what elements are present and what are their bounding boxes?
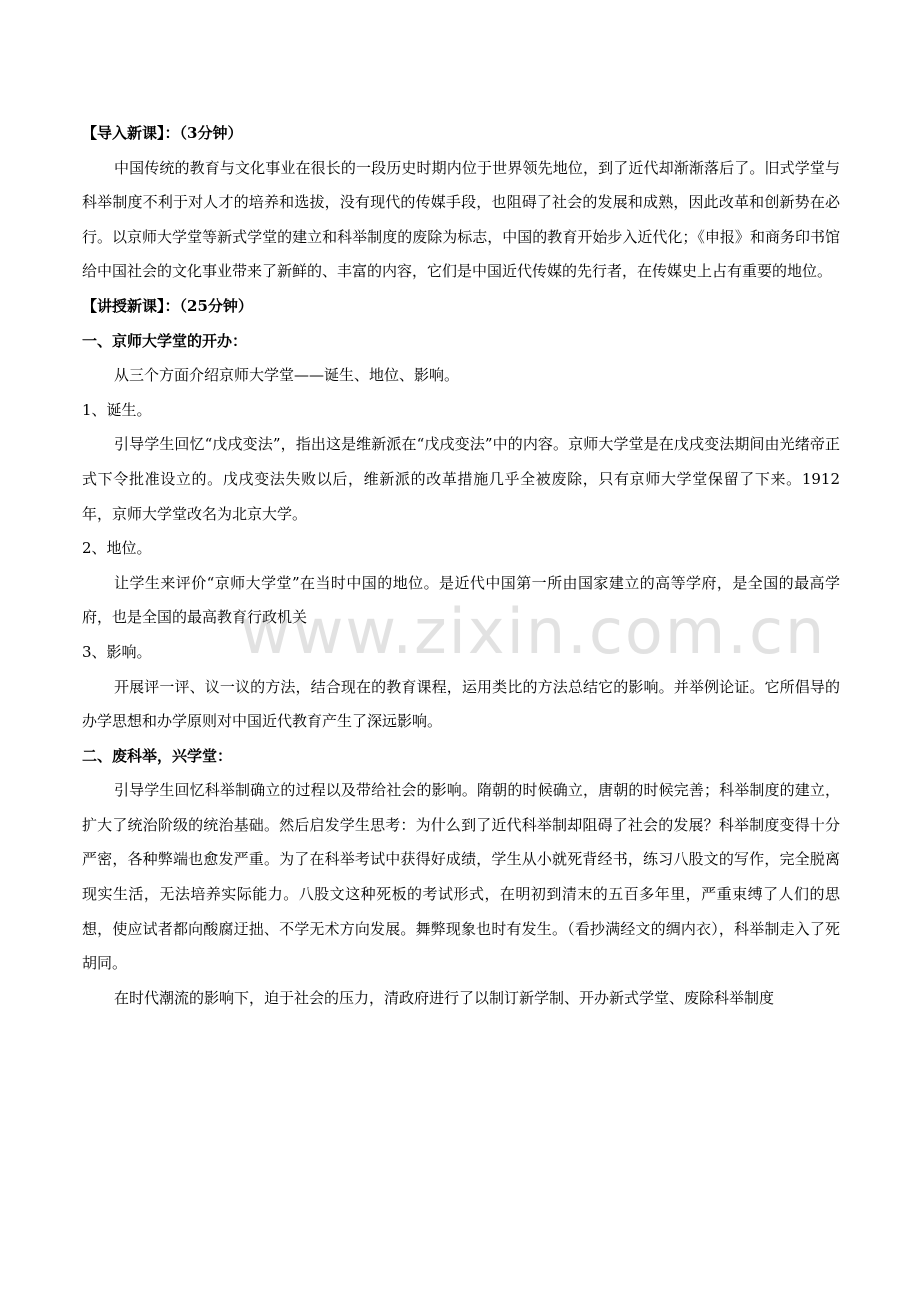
paragraph-keju: 引导学生回忆科举制确立的过程以及带给社会的影响。隋朝的时候确立，唐朝的时候完善；科举制度的建立，扩大了统治阶级的统治基础。然后启发学生思考：为什么到了近代科举制却阻碍了社会的发展？科举制度变得十分严密，各种弊端也愈发严重。为了在科举考试中获得好成绩，学生从小就死背经书，练习八股文的写作，完全脱离现实生活，无法培养实际能力。八股文这种死板的考试形式，在明初到清末的五百多年里，严重束缚了人们的思想，使应试者都向酸腐迂拙、不学无术方向发展。舞弊现象也时有发生。（看抄满经文的绸内衣），科举制走入了死胡同。 [82, 781, 840, 973]
section-heading-1: 一、京师大学堂的开办： [82, 331, 248, 350]
paragraph-overview: 从三个方面介绍京师大学堂——诞生、地位、影响。 [114, 366, 460, 385]
subheading-influence: 3、影响。 [82, 642, 152, 661]
subheading-status: 2、地位。 [82, 539, 152, 558]
paragraph-reform: 在时代潮流的影响下，迫于社会的压力，清政府进行了以制订新学制、开办新式学堂、废除科举制度 [114, 988, 775, 1007]
heading-lecture: 【讲授新课】：（25分钟） [82, 296, 253, 315]
paragraph-status: 让学生来评价“京师大学堂”在当时中国的地位。是近代中国第一所由国家建立的高等学府，是全国的最高学府，也是全国的最高教育行政机关 [82, 573, 840, 627]
paragraph-intro: 中国传统的教育与文化事业在很长的一段历史时期内位于世界领先地位，到了近代却渐渐落后了。旧式学堂与科举制度不利于对人才的培养和选拔，没有现代的传媒手段，也阻碍了社会的发展和成熟，因此改革和创新势在必行。以京师大学堂等新式学堂的建立和科举制度的废除为标志，中国的教育开始步入近代化；《申报》和商务印书馆给中国社会的文化事业带来了新鲜的、丰富的内容，它们是中国近代传媒的先行者，在传媒史上占有重要的地位。 [82, 158, 840, 281]
subheading-birth: 1、诞生。 [82, 400, 152, 419]
document-page [82, 116, 840, 1015]
section-heading-2: 二、废科举，兴学堂： [82, 746, 233, 765]
paragraph-influence: 开展评一评、议一议的方法，结合现在的教育课程，运用类比的方法总结它的影响。并举例论证。它所倡导的办学思想和办学原则对中国近代教育产生了深远影响。 [82, 677, 840, 731]
watermark: www.zixin.com.cn [240, 595, 827, 668]
paragraph-birth: 引导学生回忆“戊戌变法”，指出这是维新派在“戊戌变法”中的内容。京师大学堂是在戊戌变法期间由光绪帝正式下令批准设立的。戊戌变法失败以后，维新派的改革措施几乎全被废除，只有京师大学堂保留了下来。1912年，京师大学堂改名为北京大学。 [82, 435, 840, 523]
heading-intro: 【导入新课】：（3分钟） [82, 124, 243, 142]
